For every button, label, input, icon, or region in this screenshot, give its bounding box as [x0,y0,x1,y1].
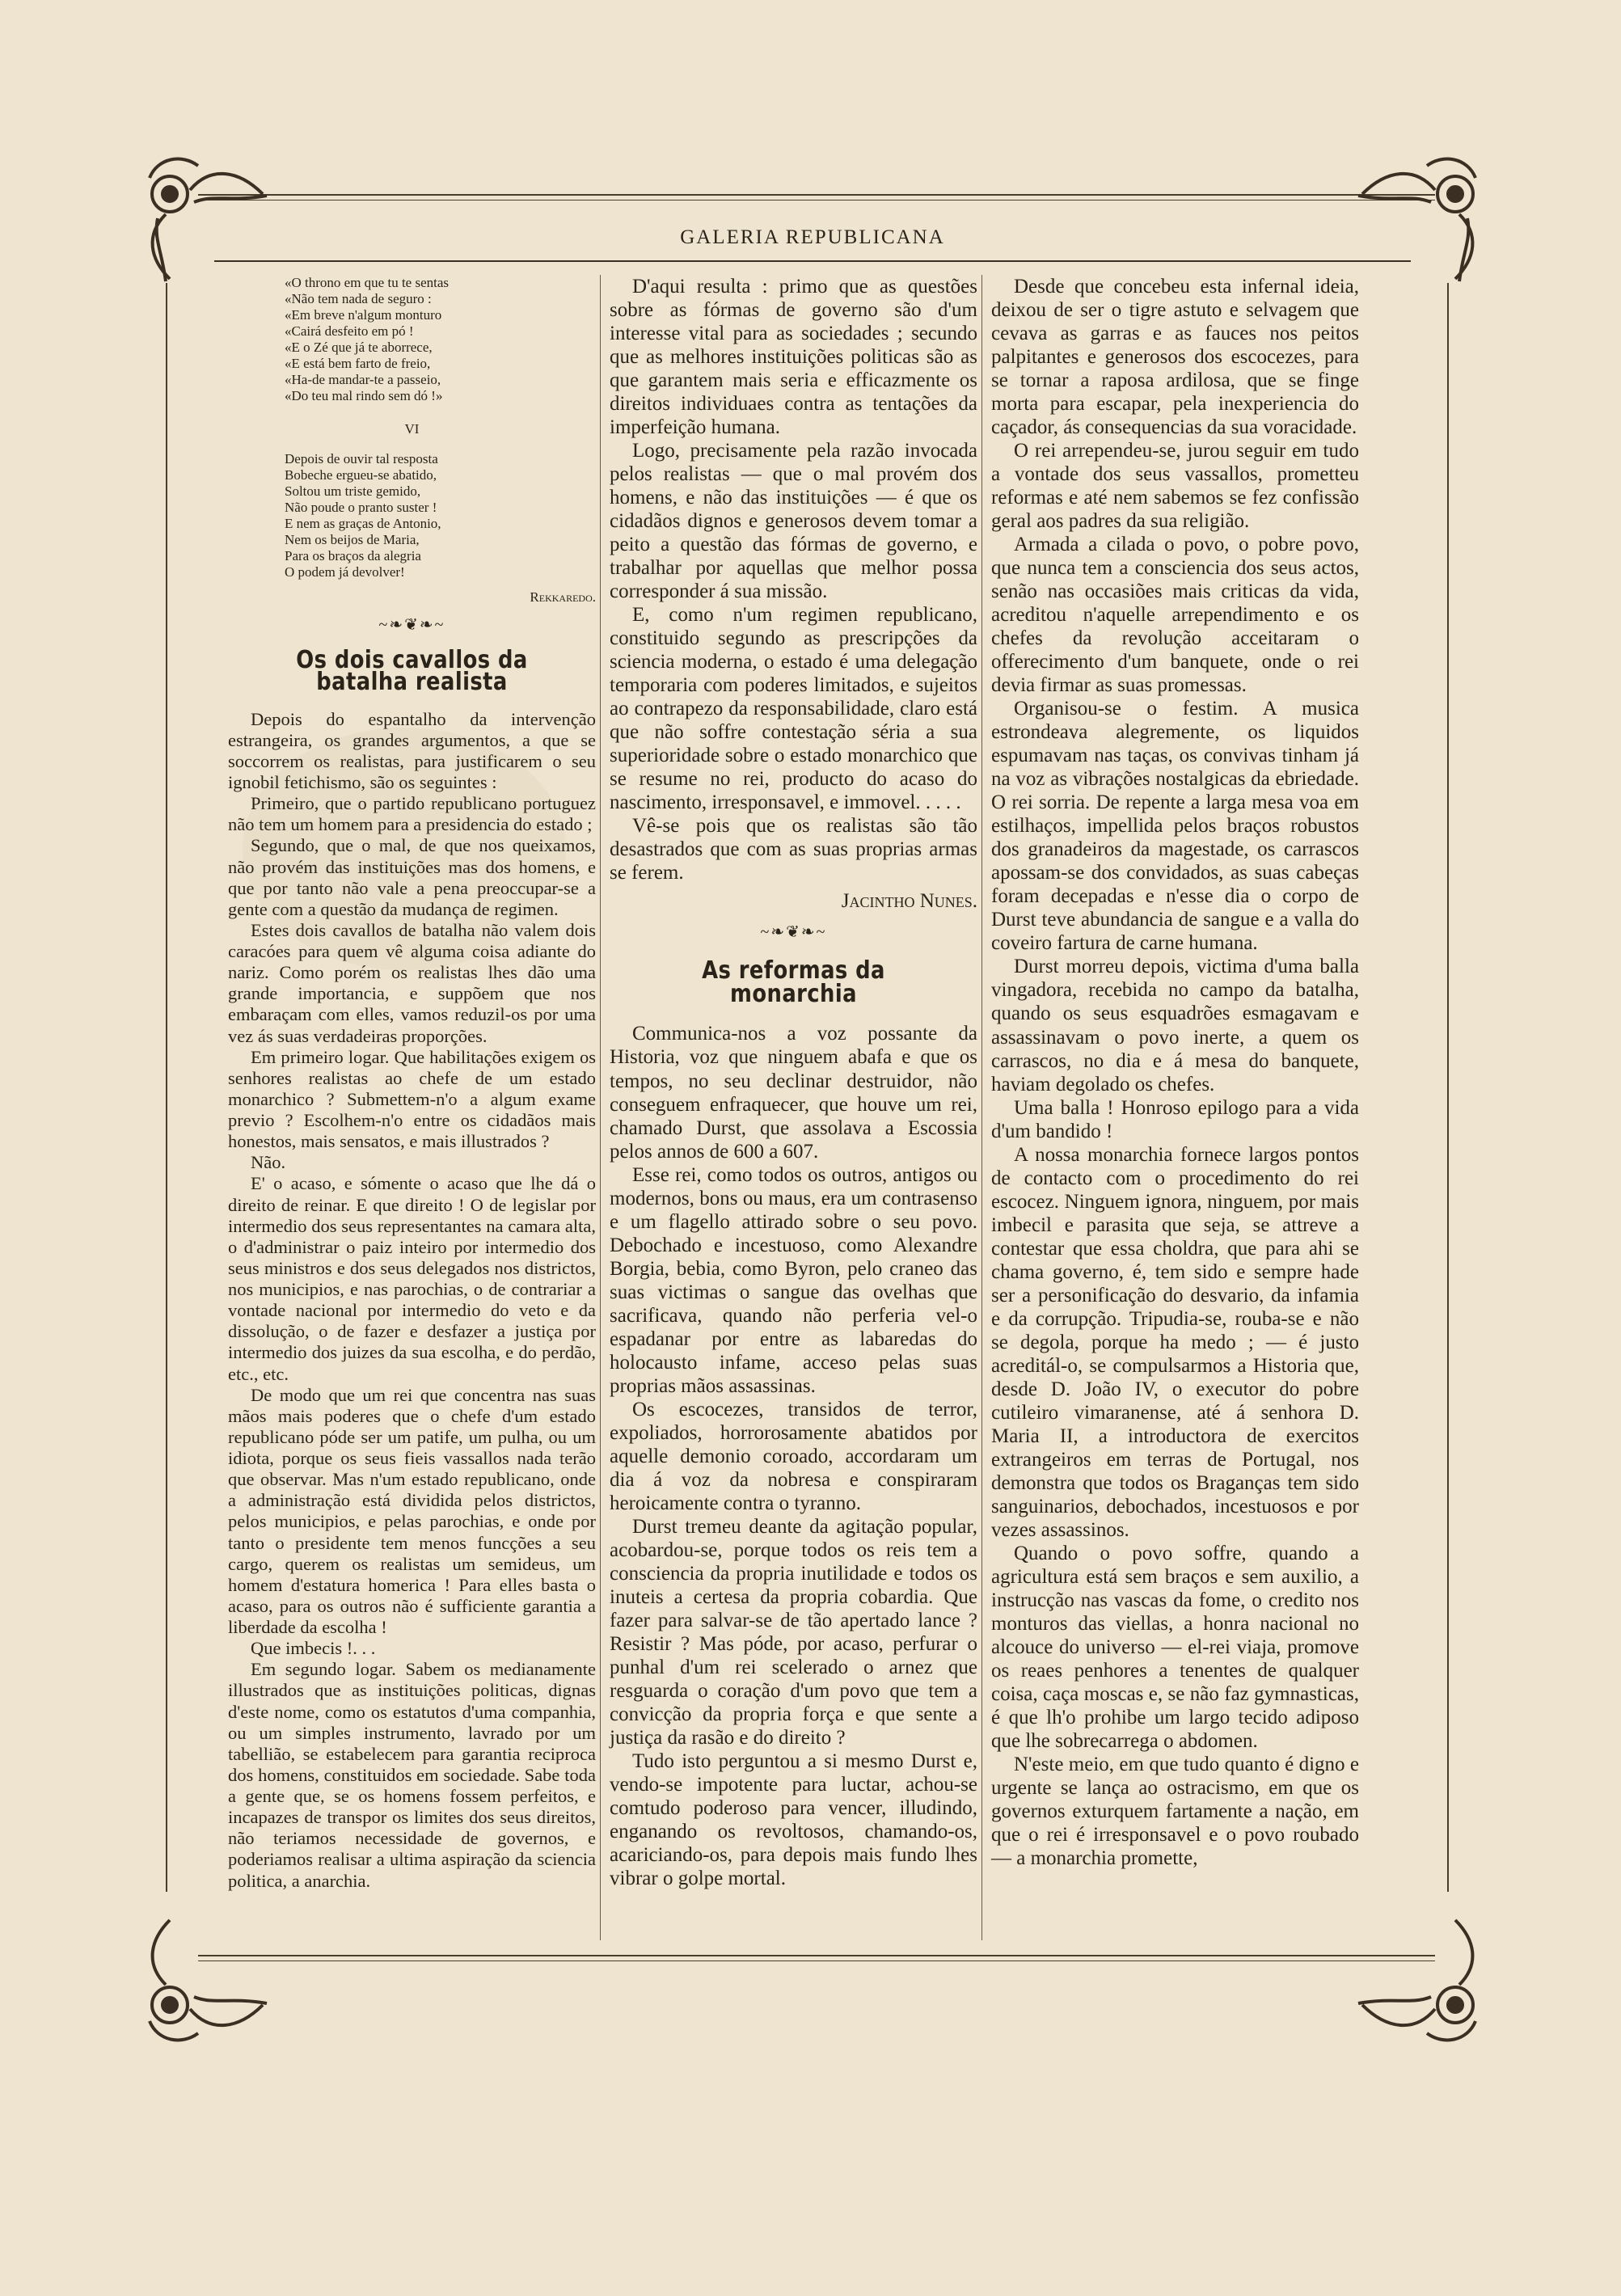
verse-line: «Ha-de mandar-te a passeio, [285,372,441,387]
corner-ornament-icon [1354,1916,1492,2053]
column-divider [981,275,982,1940]
verse-line: «Em breve n'algum monturo [285,307,442,323]
paragraph: Primeiro, que o partido republicano portuguez não tem um homem para a presidencia do estado ; [228,793,596,835]
verse-line: «E o Zé que já te aborrece, [285,340,433,355]
paragraph: Uma balla ! Honroso epilogo para a vida d'um bandido ! [991,1096,1359,1142]
paragraph: Estes dois cavallos de batalha não valem dois caracóes para quem vê alguma coisa adiante do nariz. Como porém os realistas lhes dão uma grande importancia, e suppõem que nos embaraçam com elles, vamos reduzil-os por uma vez ás suas verdadeiras proporções. [228,919,596,1046]
paragraph: Vê-se pois que os realistas são tão desastrados que com as suas proprias armas se ferem. [610,815,977,884]
verse-line: Não poude o pranto suster ! [285,500,437,516]
right-frame-rule [1447,283,1449,1892]
verse-line: «Cairá desfeito em pó ! [285,323,414,339]
column-2 [610,275,977,1890]
paragraph: A nossa monarchia fornece largos pontos de contacto com o procedimento do rei escocez. Ninguem ignora, ninguem, por mais imbecil e parasita que seja, se attreve a contestar que essa choldra, que para ahi se chama governo, é, tem sido e sempre hade ser a personificação do desvario, da infamia e da corrupção. Tripudia-se, rouba-se e não se degola, porque ha medo ; — é justo acreditál-o, se compulsarmos a Historia que, desde D. João IV, o executor do pobre cutileiro vimaranense, até á senhora D. Maria II, a introductora de exercitos extrangeiros em terras de Portugal, nos demonstra que todos os Braganças tem sido sanguinarios, debochados, incestuosos e por vezes assassinos. [991,1143,1359,1541]
masthead-rule [214,260,1411,262]
paragraph: Que imbecis !. . . [251,1638,376,1659]
paragraph: E, como n'um regimen republicano, constituido segundo as prescripções da sciencia moderna, o estado é uma delegação temporaria com poderes limitados, e sujeitos ao contrapezo da responsabilidade, claro está que não soffre contestação séria a sua superioridade sobre o estado monarchico que se resume no rei, producto do acaso do nascimento, irresponsavel, e immovel. . . . . [610,604,977,814]
ornamental-divider: ~❧❦❧~ [378,616,445,635]
paragraph: Logo, precisamente pela razão invocada pelos realistas — que o mal provém dos homens, e não das instituições — é que os cidadãos dignos e generosos devem tomar a peito a questão das fórmas de governo, e trabalhar por aquellas que melhor possa corresponder á sua missão. [610,440,977,603]
poem-stanza [285,275,596,404]
paragraph: D'aqui resulta : primo que as questões sobre as fórmas de governo são d'um interesse vital para as sociedades ; secundo que as melhores instituições politicas são as que garantem mais seria e efficazmente os direitos individuaes contra as tentações da imperfeição humana. [610,276,977,439]
column-1 [228,275,596,1892]
top-frame-rule [198,194,1435,196]
masthead-title: GALERIA REPUBLICANA [680,226,945,248]
column-3 [991,275,1359,1870]
paragraph: Quando o povo soffre, quando a agricultura está sem braços e sem auxilio, a instrucção nas vascas da fome, o credito nos monturos das viellas, a honra nacional no alcouce do universo — el-rei viaja, promove os reaes penhores a tenentes de qualquer coisa, caça moscas e, se não faz gymnasticas, é que lh'o prohibe um largo tecido adiposo que lhe sobrecarrega o abdomen. [991,1542,1359,1752]
left-frame-rule [166,283,167,1892]
verse-line: Depois de ouvir tal resposta [285,451,438,467]
poem-author: Rekkaredo. [530,589,596,606]
corner-ornament-icon [133,1916,271,2053]
paragraph: Durst tremeu deante da agitação popular, acobardou-se, porque todos os reis tem a consciencia da propria inutilidade e todos os inuteis a certesa da propria cobardia. Que fazer para salvar-se de tão apertado lance ? Resistir ? Mas póde, por acaso, perfurar o punhal d'um rei scelerado o arnez que resguarda o coração d'um povo que tem a convicção da propria força e que sente a justiça da rasão e do direito ? [610,1515,977,1749]
ornamental-divider: ~❧❦❧~ [760,923,827,942]
verse-line: Nem os beijos de Maria, [285,532,420,548]
paragraph: E' o acaso, e sómente o acaso que lhe dá o direito de reinar. E que direito ! O de legislar por intermedio dos seus representantes na camara alta, o d'administrar o paiz inteiro por intermedio dos seus ministros e dos seus delegados nos districtos, nos municipios, e nas parochias, o de contrariar a vontade nacional por intermedio do veto e da dissolução, o de fazer e desfazer a justiça por intermedio dos juizes da sua escolha, e do perdão, etc., etc. [228,1173,596,1384]
paragraph: Em primeiro logar. Que habilitações exigem os senhores realistas ao chefe de um estado monarchico ? Submettem-n'o a algum exame previo ? Escolhem-n'o entre os cidadãos mais honestos, mais sensatos, e mais illustrados ? [228,1046,596,1152]
verse-line: Soltou um triste gemido, [285,483,421,500]
paragraph: Depois do espantalho da intervenção estrangeira, os grandes argumentos, a que se soccorrem os realistas, para justificarem o seu ignobil fetichismo, são os seguintes : [228,708,596,792]
verse-line: «Do teu mal rindo sem dó !» [285,388,443,403]
verse-line: Para os braços da alegria [285,548,421,564]
article-author: Jacintho Nunes. [841,890,977,913]
verse-line: «E está bem farto de freio, [285,356,431,371]
verse-line: «Não tem nada de seguro : [285,291,432,306]
poem-section-number: VI [404,421,420,437]
paragraph: Organisou-se o festim. A musica estrondeava alegremente, os liquidos espumavam nas taças, os convivas tinham já na voz as vibrações nostalgicas da ebriedade. O rei sorria. De repente a larga mesa voa em estilhaços, impellida pelos braços robustos dos granadeiros da magestade, os carrascos apossam-se dos convidados, as suas cabeças foram decepadas e n'esse dia o corpo de Durst teve abundancia de sangue e a valla do coveiro fartura de carne humana. [991,698,1359,955]
paragraph: Os escocezes, transidos de terror, expoliados, horrorosamente abatidos por aquelle demonio coroado, accordaram um dia á voz da nobresa e conspiraram heroicamente contra o tyranno. [610,1398,977,1514]
paragraph: Desde que concebeu esta infernal ideia, deixou de ser o tigre astuto e selvagem que cevava as garras e as fauces nos peitos palpitantes e generosos dos escocezes, para se tornar a raposa ardilosa, que se finge morta para escapar, pela inexperiencia do caçador, ás consequencias da sua voracidade. [991,276,1359,439]
paragraph: De modo que um rei que concentra nas suas mãos mais poderes que o chefe d'um estado republicano póde ser um patife, um pulha, ou um idiota, porque os seus fieis vassallos nada terão que observar. Mas n'um estado republicano, onde a administração está dividida pelos districtos, pelos municipios, e pelas parochias, e onde por tanto o presidente tem menos funcções a seu cargo, querem os realistas um semideus, um homem d'estatura homerica ! Para elles basta o acaso, para os outros não é sufficiente garantia a liberdade da escolha ! [228,1384,596,1637]
paragraph: Esse rei, como todos os outros, antigos ou modernos, bons ou maus, era um contrasenso e um flagello attirado sobre o seu povo. Debochado e incestuoso, como Alexandre Borgia, bebia, como Byron, pelo craneo das suas victimas o sangue das ovelhas que sacrificava, quando não perferia vel-o espadanar por entre as labaredas do holocausto infame, acceso pelas suas proprias mãos assassinas. [610,1163,977,1397]
paragraph: Armada a cilada o povo, o pobre povo, que nunca tem a consciencia dos seus actos, senão nas occasiões mais criticas da vida, acreditou n'aquelle arrependimento e os chefes da revolução acceitaram o offerecimento d'um banquete, onde o rei devia firmar as suas promessas. [991,534,1359,697]
verse-line: E nem as graças de Antonio, [285,516,441,532]
verse-line: Bobeche ergueu-se abatido, [285,467,437,483]
verse-line: O podem já devolver! [285,564,405,580]
paragraph: N'este meio, em que tudo quanto é digno e urgente se lança ao ostracismo, em que os governos exturquem fartamente a nação, em que o rei é irresponsavel e o povo roubado — a monarchia promette, [991,1753,1359,1870]
corner-ornament-icon [1354,146,1492,283]
article-title: Os dois cavallos da batalha realista [296,646,528,696]
poem-stanza [285,451,596,580]
paragraph: O rei arrependeu-se, jurou seguir em tudo a vontade dos seus vassallos, prometteu reformas e até nem sabemos se fez confissão geral aos padres da sua religião. [991,440,1359,533]
paragraph: Tudo isto perguntou a si mesmo Durst e, vendo-se impotente para luctar, achou-se comtudo poderoso para vencer, illudindo, enganando os revoltosos, chamando-os, acariciando-os, para depois mais fundo lhes vibrar o golpe mortal. [610,1749,977,1890]
paragraph: Communica-nos a voz possante da Historia, voz que ninguem abafa e que os tempos, no seu declinar destruidor, não conseguem enfraquecer, que houve um rei, chamado Durst, que assolava a Escossia pelos annos de 600 a 607. [610,1023,977,1163]
article-title: As reformas da monarchia [702,956,885,1009]
verse-line: «O throno em que tu te sentas [285,275,450,290]
paragraph: Durst morreu depois, victima d'uma balla vingadora, recebida no campo da batalha, quando os seus esquadrões esmagavam e assassinavam o povo inerte, a quem os carrascos, no dia e á mesa do banquete, haviam degolado os chefes. [991,956,1359,1095]
column-divider [600,275,601,1940]
paragraph: Segundo, que o mal, de que nos queixamos, não provém das instituições mas dos homens, e que por tanto não vale a pena preoccupar-se a gente com a questão da mudança de regimen. [228,835,596,919]
corner-ornament-icon [133,146,271,283]
paragraph: Não. [251,1152,286,1173]
paragraph: Em segundo logar. Sabem os medianamente illustrados que as instituições politicas, dignas d'este nome, como os estatutos d'uma companhia, ou um simples instrumento, lavrado por um tabellião, se estabelecem para garantia reciproca dos homens, constituidos em sociedade. Sabe toda a gente que, se os homens fossem perfeitos, e incapazes de transpor os limites dos seus direitos, não teriamos necessidade de governos, e poderiamos realisar a ultima aspiração da sciencia politica, a anarchia. [228,1659,596,1891]
bottom-frame-rule [198,1955,1435,1956]
